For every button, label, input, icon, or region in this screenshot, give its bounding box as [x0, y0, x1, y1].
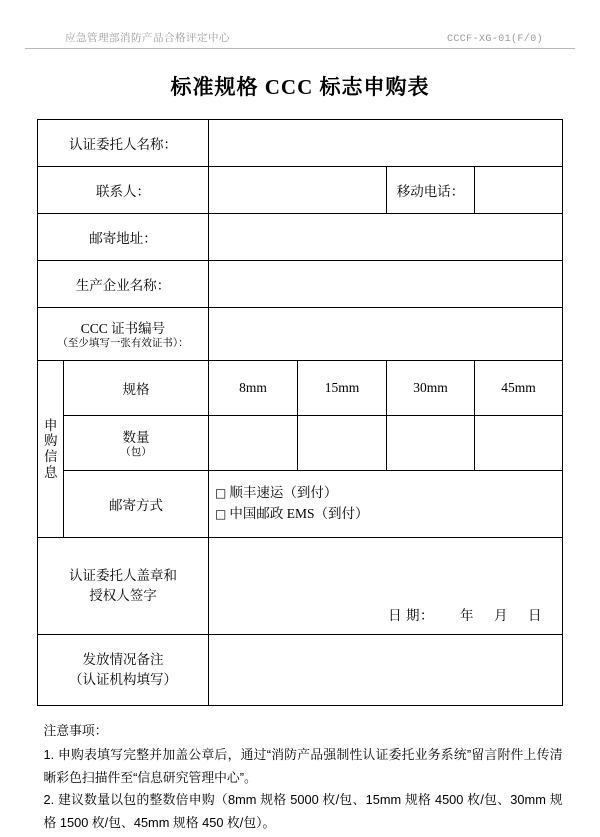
- form-code: CCCF-XG-01(F/0): [446, 34, 543, 45]
- table-row-quantity: [38, 416, 563, 471]
- note-item-1: 1. 申购表填写完整并加盖公章后，通过“消防产品强制性认证委托业务系统”留言附件上传清晰彩色扫描件至“信息研究管理中心”。: [43, 747, 563, 785]
- page-title: 标准规格 CCC 标志申购表: [170, 75, 430, 99]
- cert-no-label: CCC 证书编号: [80, 321, 166, 337]
- quantity-field-1[interactable]: [298, 416, 387, 471]
- ship-option-ems-label: 中国邮政 EMS（到付）: [229, 506, 369, 521]
- spec-value-1: 15mm: [298, 361, 387, 416]
- table-row-contact: [38, 167, 563, 214]
- purchase-info-label: 申 购 信 息: [38, 361, 64, 538]
- remark-label: [38, 635, 209, 706]
- table-row-spec: [38, 361, 563, 416]
- applicant-name-label: 认证委托人名称：: [38, 120, 209, 167]
- page-header: [25, 30, 575, 49]
- table-row-applicant-name: [38, 120, 563, 167]
- issuing-authority: 应急管理部消防产品合格评定中心: [65, 32, 230, 44]
- ship-option-ems[interactable]: [215, 504, 556, 525]
- cert-no-label-cell: [38, 308, 209, 361]
- contact-label: 联系人：: [38, 167, 209, 214]
- cert-no-field[interactable]: [209, 308, 563, 361]
- quantity-sub-label: （包）: [120, 447, 152, 459]
- table-row-ship-method: [38, 471, 563, 538]
- note-item-2: 2. 建议数量以包的整数倍申购（8mm 规格 5000 枚/包、15mm 规格 4500 枚/包、30mm 规格 1500 枚/包、45mm 规格 450 枚/包）。: [43, 792, 563, 830]
- date-month-label: 月: [494, 608, 508, 623]
- signature-label: [38, 538, 209, 635]
- spec-label: 规格: [64, 361, 209, 416]
- date-label: 日 期：: [388, 608, 434, 623]
- checkbox-icon[interactable]: □: [215, 507, 227, 521]
- remark-label-line1: 发放情况备注: [82, 651, 164, 667]
- spec-value-2: 30mm: [387, 361, 475, 416]
- contact-field[interactable]: [209, 167, 387, 214]
- remark-field[interactable]: [209, 635, 563, 706]
- signature-label-line2: 授权人签字: [89, 588, 157, 603]
- date-line[interactable]: [388, 604, 542, 624]
- table-row-manufacturer: [38, 261, 563, 308]
- signature-label-line1: 认证委托人盖章和: [69, 567, 177, 583]
- ship-method-options: [209, 471, 563, 538]
- remark-label-line2: （认证机构填写）: [69, 672, 177, 687]
- notes-title: 注意事项：: [43, 723, 108, 738]
- spec-value-3: 45mm: [475, 361, 563, 416]
- table-row-mail-address: [38, 214, 563, 261]
- notes-section: [38, 720, 563, 834]
- application-form-table: [37, 119, 563, 706]
- table-row-cert-no: [38, 308, 563, 361]
- manufacturer-label: 生产企业名称：: [38, 261, 209, 308]
- manufacturer-field[interactable]: [209, 261, 563, 308]
- date-year-label: 年: [460, 608, 474, 623]
- mail-address-field[interactable]: [209, 214, 563, 261]
- checkbox-icon[interactable]: □: [215, 486, 227, 501]
- mobile-label: 移动电话：: [387, 167, 475, 214]
- quantity-field-0[interactable]: [209, 416, 298, 471]
- date-day-label: 日: [528, 608, 542, 623]
- quantity-label-cell: [64, 416, 209, 471]
- cert-no-sub-label: （至少填写一张有效证书）：: [57, 338, 189, 350]
- spec-value-0: 8mm: [209, 361, 298, 416]
- ship-option-sf-label: 顺丰速运（到付）: [229, 485, 338, 501]
- ship-method-label: 邮寄方式: [64, 471, 209, 538]
- signature-area[interactable]: [209, 538, 563, 635]
- table-row-remark: [38, 635, 563, 706]
- signature-stamp-zone[interactable]: [215, 542, 556, 630]
- table-row-signature: [38, 538, 563, 635]
- applicant-name-field[interactable]: [209, 120, 563, 167]
- mail-address-label: 邮寄地址：: [38, 214, 209, 261]
- ship-option-sf[interactable]: [215, 483, 556, 504]
- quantity-label: 数量: [122, 430, 150, 446]
- mobile-field[interactable]: [475, 167, 563, 214]
- quantity-field-2[interactable]: [387, 416, 475, 471]
- quantity-field-3[interactable]: [475, 416, 563, 471]
